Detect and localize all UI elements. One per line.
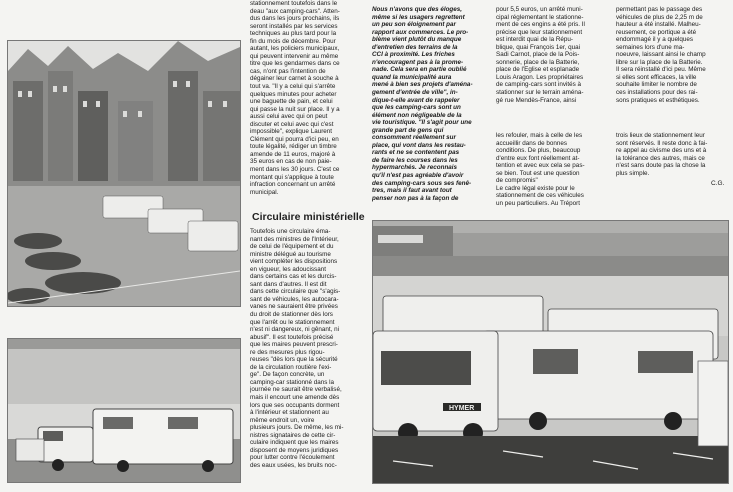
- col2-line: quand la municipalité aura: [372, 73, 452, 81]
- col1b-line: journée ne saurait être verbalisé,: [250, 386, 342, 394]
- photo-camping-cars-parking-image: [373, 221, 728, 483]
- col4-line: hauteur a été installé. Malheu-: [616, 21, 701, 29]
- mid1-line: de compromis": [496, 177, 538, 185]
- col1-line: deau "aux camping-cars". Atten-: [250, 7, 340, 15]
- col1-line: dégainer leur carnet à souche à: [250, 75, 339, 83]
- col4-line: véhicules de plus de 2,25 m de: [616, 13, 703, 21]
- col2-line: place, qui vont dans les restau-: [372, 141, 466, 149]
- mid2-line: la tolérance des autres, mais ce: [616, 154, 705, 162]
- col2-line: Nous n'avons que des éloges,: [372, 6, 463, 13]
- col1-line: amende de 11 euros, majoré à: [250, 150, 336, 158]
- col1b-line: n'est ni dangereux, ni gênant, ni: [250, 326, 340, 334]
- mid1-line: se bien. Tout est une question: [496, 169, 580, 177]
- col2-line: que les camping-cars sont un: [372, 104, 461, 112]
- col1-line: montant qui s'applique à toute: [250, 173, 334, 181]
- col4-line: ces installations pour des rai-: [616, 89, 698, 97]
- column-1-bottom-text: [250, 228, 358, 470]
- col1b-line: nant des ministres de l'Intérieur,: [250, 235, 339, 243]
- photo-camping-car-quay: [7, 338, 241, 483]
- col1-line: municipal.: [250, 188, 279, 196]
- col1b-line: que les maires peuvent prescri-: [250, 341, 338, 349]
- photo-harbour-town-image: [8, 41, 240, 306]
- col1-line: techniques au plus tard pour la: [250, 30, 337, 38]
- col4-line: libre sur la place de la Batterie.: [616, 58, 703, 66]
- col3-line: Louis Aragon. Les propriétaires: [496, 73, 584, 81]
- col1b-line: que l'arrêt ou le stationnement: [250, 318, 335, 326]
- col1b-line: nistres signataires de cette cir-: [250, 431, 336, 439]
- mid1-line: d'entre eux font réellement at-: [496, 154, 580, 162]
- col1-line: quelques minutes pour acheter: [250, 90, 337, 98]
- col1-line: dus dans les jours prochains, ils: [250, 15, 340, 23]
- mid2-line: n'est sans doute pas la chose la: [616, 162, 706, 170]
- col3-line: pour 5,5 euros, un arrêté muni-: [496, 6, 583, 13]
- col4-line: reusement, ce portique a été: [616, 28, 697, 36]
- col3-line: est interdit quai de la Répu-: [496, 36, 574, 44]
- mid2-line: sont réservés. Il reste donc à fai-: [616, 139, 708, 147]
- col2-line: de faire les courses dans les: [372, 156, 458, 164]
- col1b-line: dans cette circulaire que "s'agis-: [250, 288, 341, 296]
- col1b-line: mais il encourt une amende dès: [250, 394, 340, 402]
- col1b-line: Toutefois une circulaire éma-: [250, 228, 331, 235]
- col1-line: aussi celui avec qui on peut: [250, 113, 328, 121]
- col2-line: même si les usagers regrettent: [372, 13, 465, 21]
- col1b-line: sant dans d'autres. Il est dit: [250, 280, 327, 288]
- col1-line: discuter et celui avec qui c'est: [250, 120, 334, 128]
- col2-line: dique-t-elle avant de rappeler: [372, 96, 460, 104]
- col2-line: mené à bien ses projets d'aména-: [372, 81, 473, 89]
- col2-line: qu'il n'est pas agréable d'avoir: [372, 172, 464, 180]
- col1-line: une baguette de pain, et celui: [250, 98, 333, 106]
- mid1-line: un peu particuliers. Au Tréport: [496, 199, 581, 207]
- col1b-line: dans certains cas et les durcis-: [250, 273, 337, 281]
- col2-line: grande part de gens qui: [372, 126, 444, 134]
- col2-line: un peu son éloignement par: [372, 21, 456, 29]
- col1-line: toute légalité, rédiger un timbre: [250, 143, 337, 151]
- col4-line: permettant pas le passage des: [616, 6, 703, 13]
- col4-line: sons pratiques et esthétiques.: [616, 96, 700, 104]
- col1-line: ment dans les 30 jours. C'est ce: [250, 166, 340, 174]
- col2-line: blème vient plutôt du manque: [372, 36, 462, 44]
- author-signature: C.G.: [711, 180, 725, 187]
- middle-column-2: [616, 132, 728, 182]
- col4-line: semaines lors d'une ma-: [616, 43, 685, 51]
- mid1-line: accueillir dans de bonnes: [496, 139, 568, 147]
- col1-line: impossible", explique Laurent: [250, 128, 333, 136]
- middle-column-2-text: [616, 132, 728, 177]
- col3-line: stationner sur le terrain aména-: [496, 89, 584, 97]
- col2-line: consomment réellement sur: [372, 134, 456, 142]
- col1-line: 35 euros en cas de non paie-: [250, 158, 332, 166]
- col4-line: noeuvre, laissant ainsi le champ: [616, 51, 706, 59]
- col1b-line: lors que ses occupants dorment: [250, 401, 340, 409]
- mid2-line: plus simple.: [616, 169, 650, 177]
- col1b-line: abusif". Il est toutefois précisé: [250, 333, 334, 341]
- col1b-line: reuses "dès lors que la sécurité: [250, 356, 338, 364]
- col4-line: souhaite limiter le nombre de: [616, 81, 697, 89]
- col2-line: rapport aux commerces. Le pro-: [372, 28, 469, 36]
- col3-line: sonnerie, place de la Batterie,: [496, 58, 580, 66]
- col1-line: infraction concernant un arrêté: [250, 181, 336, 189]
- column-1-top: [250, 0, 358, 198]
- col2-line: rants et ne se contentent pas: [372, 149, 460, 157]
- col2-line: d'entretien des terrains de la: [372, 43, 458, 51]
- col2-line: gement d'entrée de ville", in-: [372, 89, 458, 97]
- col2-line: élément non négligeable de la: [372, 111, 462, 119]
- col1b-line: vanes ne sauraient être privées: [250, 303, 338, 311]
- col1-line: qui peuvent intervenir au même: [250, 52, 339, 60]
- mid2-line: re appel au civisme des uns et à: [616, 147, 707, 155]
- col1b-line: vient compléter les dispositions: [250, 258, 338, 266]
- mid2-line: trois lieux de stationnement leur: [616, 132, 705, 139]
- col3-line: gé rue Mendès-France, ainsi: [496, 96, 577, 104]
- col2-line: vie touristique. "Il s'agit pour une: [372, 119, 472, 127]
- col3-line: cipal réglementant le stationne-: [496, 13, 584, 21]
- col1b-line: plusieurs jours. De même, les mi-: [250, 424, 344, 432]
- col2-line: n'encouragent pas à la prome-: [372, 58, 464, 66]
- column-4: [616, 6, 728, 111]
- col1b-line: ge". De façon concrète, un: [250, 371, 325, 379]
- hymer-logo-text: HYMER: [449, 405, 475, 412]
- column-3: [496, 6, 608, 111]
- col3-line: Sadi Carnot, place de la Pois-: [496, 51, 580, 59]
- col1b-line: en vigueur, les adoucissant: [250, 265, 326, 273]
- col1-line: autant, les policiers municipaux,: [250, 45, 340, 53]
- col3-line: place de l'Eglise et esplanade: [496, 66, 580, 74]
- col2-line: des camping-cars sous ses fenê-: [372, 179, 472, 187]
- col1-line: fin du mois de décembre. Pour: [250, 37, 336, 45]
- col2-line: penser non pas à la façon de: [372, 194, 459, 202]
- col1b-line: culaire indiquent que les maires: [250, 439, 339, 447]
- col3-line: précise que leur stationnement: [496, 28, 583, 36]
- col1-line: titre que les gendarmes dans ce: [250, 60, 340, 68]
- col4-line: si elles sont efficaces, la ville: [616, 73, 697, 81]
- col1b-line: des eaux usées, les bruits noc-: [250, 461, 337, 469]
- col4-line: Il sera réinstallé d'ici peu. Même: [616, 66, 706, 74]
- col1b-line: re des mesures plus rigou-: [250, 348, 325, 356]
- middle-column-1: [496, 132, 608, 212]
- col3-line: ment de ces engins a été pris. Il: [496, 21, 585, 29]
- column-3-text: [496, 6, 608, 104]
- col3-line: de camping-cars sont invités à: [496, 81, 582, 89]
- mid1-line: tention et avec eux cela se pas-: [496, 162, 585, 170]
- photo-camping-car-quay-image: [8, 339, 240, 482]
- column-2-text: [372, 6, 486, 202]
- col2-line: nade. Cela sera en partie oublié: [372, 66, 467, 74]
- column-2: [372, 6, 486, 206]
- middle-column-1-text: [496, 132, 608, 207]
- mid1-line: les refouler, mais à celle de les: [496, 132, 583, 139]
- col1b-line: à l'intérieur et stationnent au: [250, 409, 329, 417]
- col1b-line: disposent de moyens juridiques: [250, 446, 339, 454]
- col1-line: stationnement toutefois dans le: [250, 0, 338, 7]
- col1b-line: ministre délégué au tourisme: [250, 250, 331, 258]
- col4-line: endommagé il y a quelques: [616, 36, 694, 44]
- col2-line: CCI à proximité. Les friches: [372, 51, 455, 59]
- section-heading: Circulaire ministérielle: [252, 211, 365, 223]
- column-1-bottom: [250, 228, 358, 486]
- mid1-line: stationnement de ces véhicules: [496, 192, 584, 200]
- mid1-line: conditions. De plus, beaucoup: [496, 147, 581, 155]
- col2-line: tres, mais il faut avant tout: [372, 187, 452, 195]
- col1b-line: de celui de l'équipement et du: [250, 243, 334, 251]
- photo-harbour-town: [7, 40, 241, 307]
- col1b-line: sant de véhicules, les autocara-: [250, 295, 339, 303]
- col1b-line: pour lutter contre l'écoulement: [250, 454, 335, 462]
- col1-line: cas, n'ont pas l'intention de: [250, 67, 326, 75]
- col1-line: seront installés par les services: [250, 22, 338, 30]
- column-1-top-text: [250, 0, 358, 196]
- column-4-text: [616, 6, 728, 104]
- mid1-line: Le cadre légal existe pour le: [496, 184, 575, 192]
- col2-line: hypermarchés. Je reconnais: [372, 164, 458, 172]
- col3-line: blique, quai François 1er, quai: [496, 43, 581, 51]
- col1b-line: du droit de stationner dès lors: [250, 311, 333, 319]
- col1-line: qui passe la nuit sur place. Il y a: [250, 105, 340, 113]
- col1b-line: camping-car stationné dans la: [250, 378, 335, 386]
- col1b-line: de la circulation routière l'exi-: [250, 363, 332, 371]
- col1b-line: même endroit un, voire: [250, 416, 315, 424]
- col1-line: Clément qui pourra d'ici peu, en: [250, 135, 339, 143]
- photo-camping-cars-parking: [372, 220, 729, 484]
- col1-line: tout va. "Il y a celui qui s'arrête: [250, 83, 336, 91]
